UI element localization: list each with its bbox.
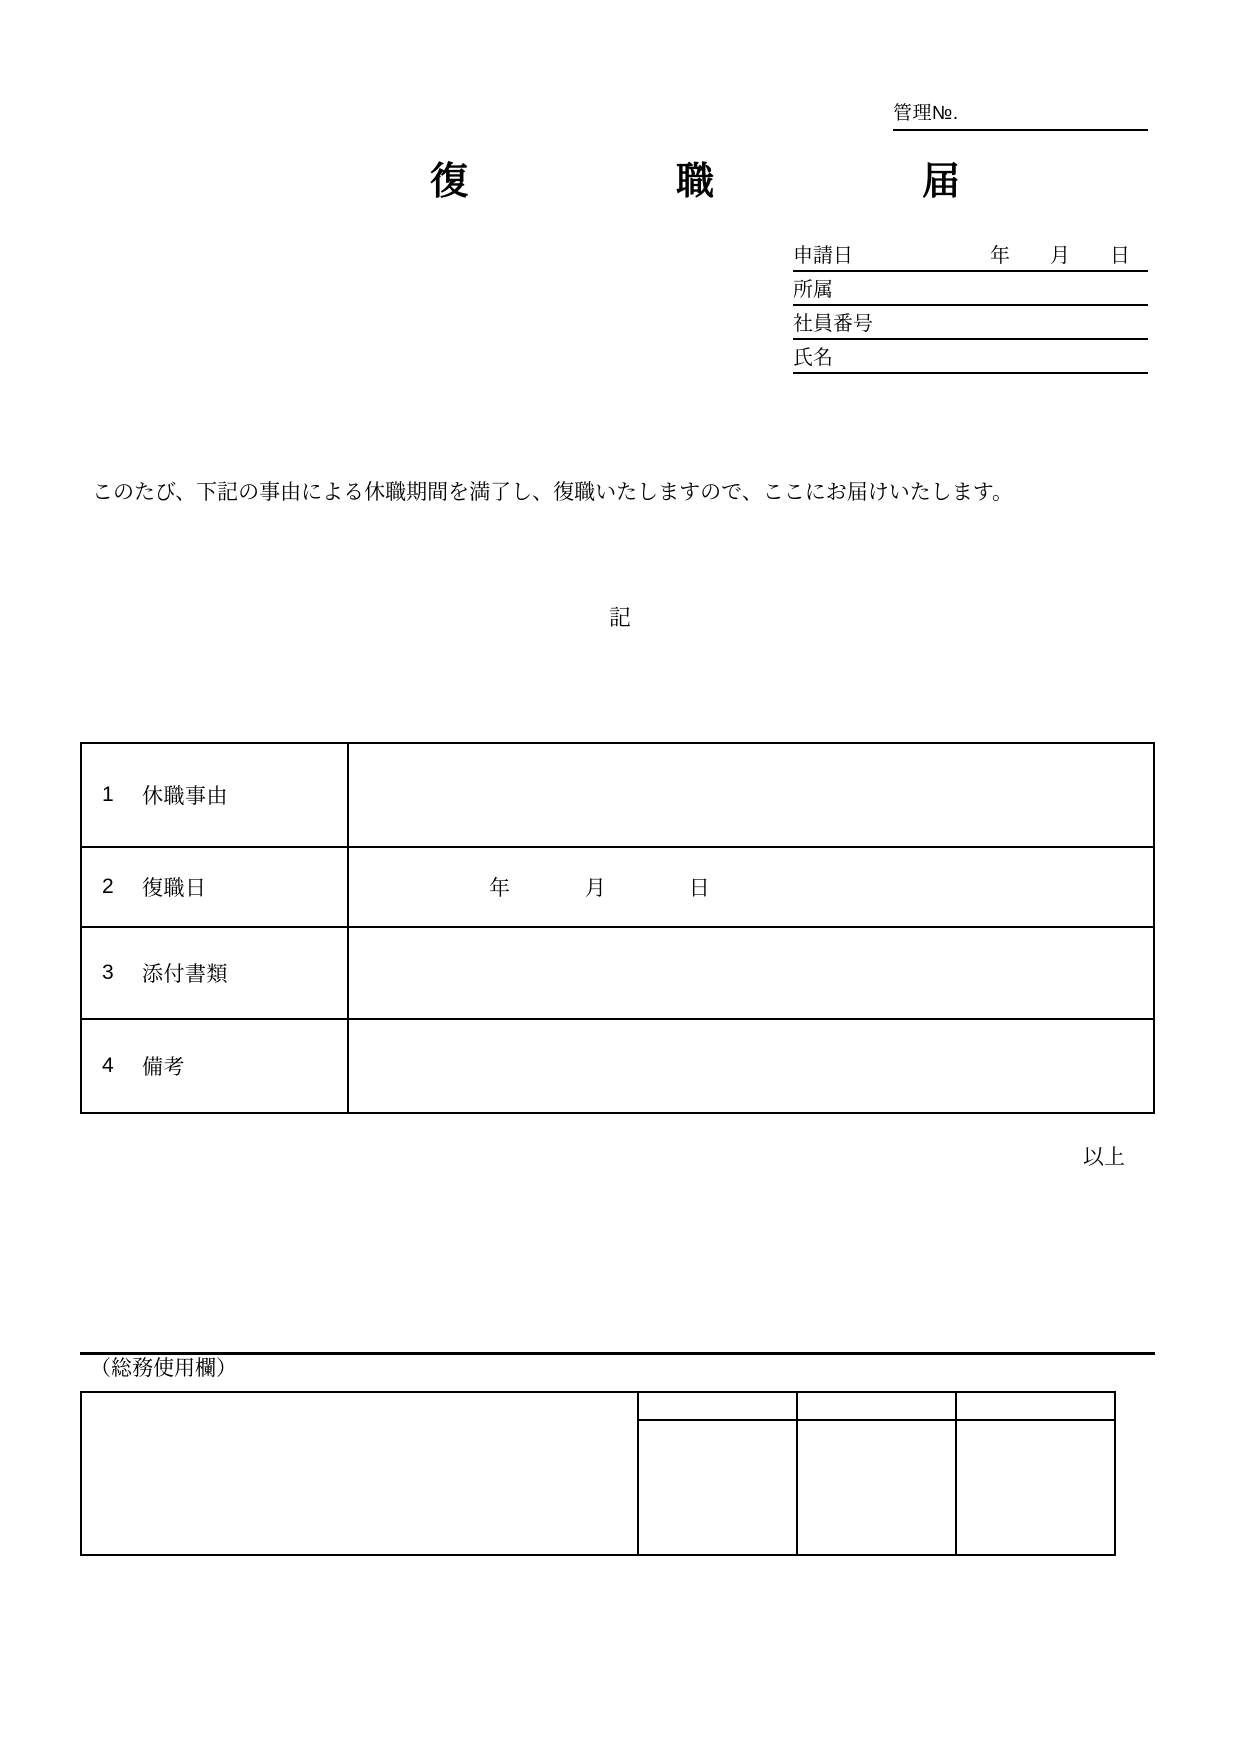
attachments-input-cell[interactable]: [348, 927, 1154, 1019]
application-date-placeholders: [990, 244, 1148, 269]
closing-mark: 以上: [1083, 1146, 1125, 1169]
day-marker: 日: [1110, 245, 1130, 267]
row-number-1: 1: [102, 783, 114, 806]
name-label: 氏名: [793, 347, 833, 369]
admin-header-row: [81, 1392, 1115, 1420]
admin-section-divider: [80, 1352, 1155, 1355]
return-date-placeholders: [349, 872, 1153, 902]
return-day-marker: 日: [688, 877, 710, 900]
row-number-3: 3: [102, 961, 114, 984]
table-row-return-date: [81, 847, 1154, 927]
row-number-2: 2: [102, 875, 114, 898]
employee-number-label: 社員番号: [793, 313, 873, 335]
control-number-label: 管理№.: [893, 103, 959, 124]
admin-section-label: （総務使用欄）: [90, 1357, 237, 1380]
control-number-field[interactable]: [893, 104, 1148, 131]
return-date-input-cell[interactable]: [348, 847, 1154, 927]
approval-stamp-cell-3[interactable]: [956, 1420, 1115, 1555]
ki-mark: 記: [608, 605, 631, 630]
return-year-marker: 年: [489, 877, 510, 900]
year-marker: 年: [990, 245, 1010, 267]
applicant-info-block: [793, 238, 1148, 374]
body-paragraph: このたび、下記の事由による休職期間を満了し、復職いたしますので、ここにお届けいたします。: [92, 481, 1014, 504]
department-row[interactable]: [793, 272, 1148, 306]
approval-stamp-cell-2[interactable]: [797, 1420, 956, 1555]
leave-reason-label-cell: [81, 743, 348, 847]
admin-approval-table: [80, 1391, 1116, 1556]
approval-header-cell-2[interactable]: [797, 1392, 956, 1420]
admin-notes-cell[interactable]: [81, 1392, 638, 1555]
employee-number-row[interactable]: [793, 306, 1148, 340]
table-row-attachments: [81, 927, 1154, 1019]
return-date-label: 復職日: [142, 877, 207, 900]
department-label: 所属: [793, 279, 833, 301]
remarks-label-cell: [81, 1019, 348, 1113]
return-month-marker: 月: [584, 877, 606, 900]
return-date-label-cell: [81, 847, 348, 927]
attachments-label: 添付書類: [142, 963, 228, 986]
month-marker: 月: [1050, 245, 1070, 267]
page-title: 復 職 届: [430, 161, 1005, 203]
table-row-remarks: [81, 1019, 1154, 1113]
remarks-input-cell[interactable]: [348, 1019, 1154, 1113]
leave-reason-label: 休職事由: [142, 785, 228, 808]
leave-reason-input-cell[interactable]: [348, 743, 1154, 847]
approval-stamp-cell-1[interactable]: [638, 1420, 797, 1555]
name-row[interactable]: [793, 340, 1148, 374]
application-date-row[interactable]: [793, 238, 1148, 272]
attachments-label-cell: [81, 927, 348, 1019]
row-number-4: 4: [102, 1054, 114, 1077]
approval-header-cell-3[interactable]: [956, 1392, 1115, 1420]
table-row-leave-reason: [81, 743, 1154, 847]
remarks-label: 備考: [142, 1056, 185, 1079]
approval-header-cell-1[interactable]: [638, 1392, 797, 1420]
application-date-label: 申請日: [793, 245, 853, 267]
details-table: [80, 742, 1155, 1114]
